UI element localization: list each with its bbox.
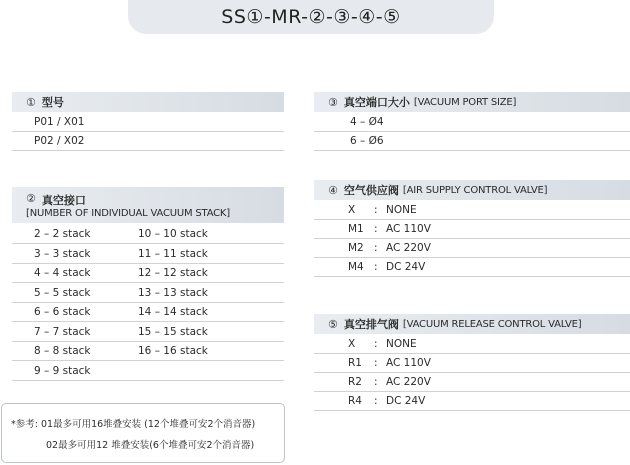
option-code: M1 <box>348 223 364 235</box>
section-subtitle: [NUMBER OF INDIVIDUAL VACUUM STACK] <box>26 207 230 219</box>
option-separator: : <box>374 223 378 235</box>
release-row <box>314 373 630 392</box>
option-value: AC 220V <box>386 376 431 388</box>
option-code: R1 <box>348 357 362 369</box>
section-number: ⑤ <box>328 317 338 331</box>
note-prefix: *参考: <box>11 419 38 430</box>
option-separator: : <box>374 242 378 254</box>
stack-row <box>12 225 284 244</box>
option-code: M4 <box>348 261 364 273</box>
section-label: 型号 <box>41 96 64 109</box>
model-row <box>12 132 284 151</box>
stack-value: 6 – 6 stack <box>34 306 91 318</box>
stack-value: 5 – 5 stack <box>34 286 91 299</box>
section-number: ② <box>26 191 36 205</box>
option-value: DC 24V <box>386 395 426 407</box>
model-value: P01 / X01 <box>34 116 85 128</box>
port-size-header <box>314 92 630 112</box>
stack-row <box>12 264 284 283</box>
stack-row <box>12 303 284 322</box>
air-supply-row <box>314 258 630 277</box>
port-size-value: 6 – Ø6 <box>350 135 384 147</box>
vacuum-stack-header <box>12 187 284 223</box>
option-value: NONE <box>386 338 417 350</box>
port-size-row <box>314 113 630 132</box>
air-supply-row <box>314 239 630 258</box>
release-row <box>314 392 630 411</box>
option-separator: : <box>374 204 378 216</box>
stack-value: 13 – 13 stack <box>138 286 208 299</box>
stack-value: 10 – 10 stack <box>138 228 208 240</box>
stack-row <box>12 323 284 342</box>
section-number: ③ <box>328 95 338 109</box>
note-text-1: 01最多可用16堆叠安装 (12个堆叠可安2个消音器) <box>40 419 256 430</box>
reference-note <box>1 403 285 463</box>
stack-value: 9 – 9 stack <box>34 364 91 377</box>
model-header <box>12 92 284 112</box>
release-header <box>314 314 630 334</box>
option-code: R4 <box>348 395 362 407</box>
port-size-value: 4 – Ø4 <box>350 116 384 128</box>
section-subtitle: [AIR SUPPLY CONTROL VALVE] <box>402 184 548 196</box>
option-separator: : <box>374 357 378 369</box>
release-row <box>314 354 630 373</box>
air-supply-row <box>314 201 630 220</box>
section-label: 空气供应阀 <box>343 184 399 197</box>
stack-value: 11 – 11 stack <box>138 247 208 260</box>
air-supply-header <box>314 180 630 200</box>
stack-row <box>12 245 284 264</box>
stack-row <box>12 284 284 303</box>
section-number: ④ <box>328 183 338 197</box>
stack-value: 15 – 15 stack <box>138 325 208 338</box>
note-line-1 <box>11 416 255 430</box>
option-separator: : <box>374 338 378 350</box>
stack-value: 16 – 16 stack <box>138 345 208 357</box>
stack-value: 12 – 12 stack <box>138 267 208 279</box>
section-number: ① <box>26 95 36 109</box>
option-value: NONE <box>386 204 417 216</box>
stack-value: 14 – 14 stack <box>138 306 208 318</box>
section-label: 真空排气阀 <box>343 318 399 331</box>
section-subtitle: [VACUUM RELEASE CONTROL VALVE] <box>402 318 582 330</box>
stack-value: 3 – 3 stack <box>34 247 91 260</box>
option-separator: : <box>374 261 378 273</box>
section-label: 真空接口 <box>41 193 86 207</box>
option-value: AC 110V <box>386 223 431 235</box>
option-code: R2 <box>348 376 362 388</box>
stack-value: 4 – 4 stack <box>34 267 91 279</box>
air-supply-row <box>314 220 630 239</box>
port-size-row <box>314 132 630 151</box>
stack-value: 2 – 2 stack <box>34 228 91 240</box>
release-row <box>314 335 630 354</box>
model-row <box>12 113 284 132</box>
stack-value: 7 – 7 stack <box>34 325 91 338</box>
section-subtitle: [VACUUM PORT SIZE] <box>413 96 517 108</box>
option-value: AC 220V <box>386 242 431 254</box>
option-value: DC 24V <box>386 261 426 273</box>
option-separator: : <box>374 395 378 407</box>
option-separator: : <box>374 376 378 388</box>
option-code: M2 <box>348 242 364 254</box>
model-code-title: SS①-MR-②-③-④-⑤ <box>128 0 494 34</box>
section-label: 真空端口大小 <box>343 96 410 109</box>
stack-row <box>12 362 284 381</box>
option-code: X <box>348 338 356 350</box>
option-value: AC 110V <box>386 357 431 369</box>
option-code: X <box>348 204 356 216</box>
stack-value: 8 – 8 stack <box>34 345 91 357</box>
stack-row <box>12 342 284 361</box>
model-value: P02 / X02 <box>34 135 85 147</box>
note-text-2: 02最多可用12 堆叠安装(6个堆叠可安2个消音器) <box>46 440 255 451</box>
